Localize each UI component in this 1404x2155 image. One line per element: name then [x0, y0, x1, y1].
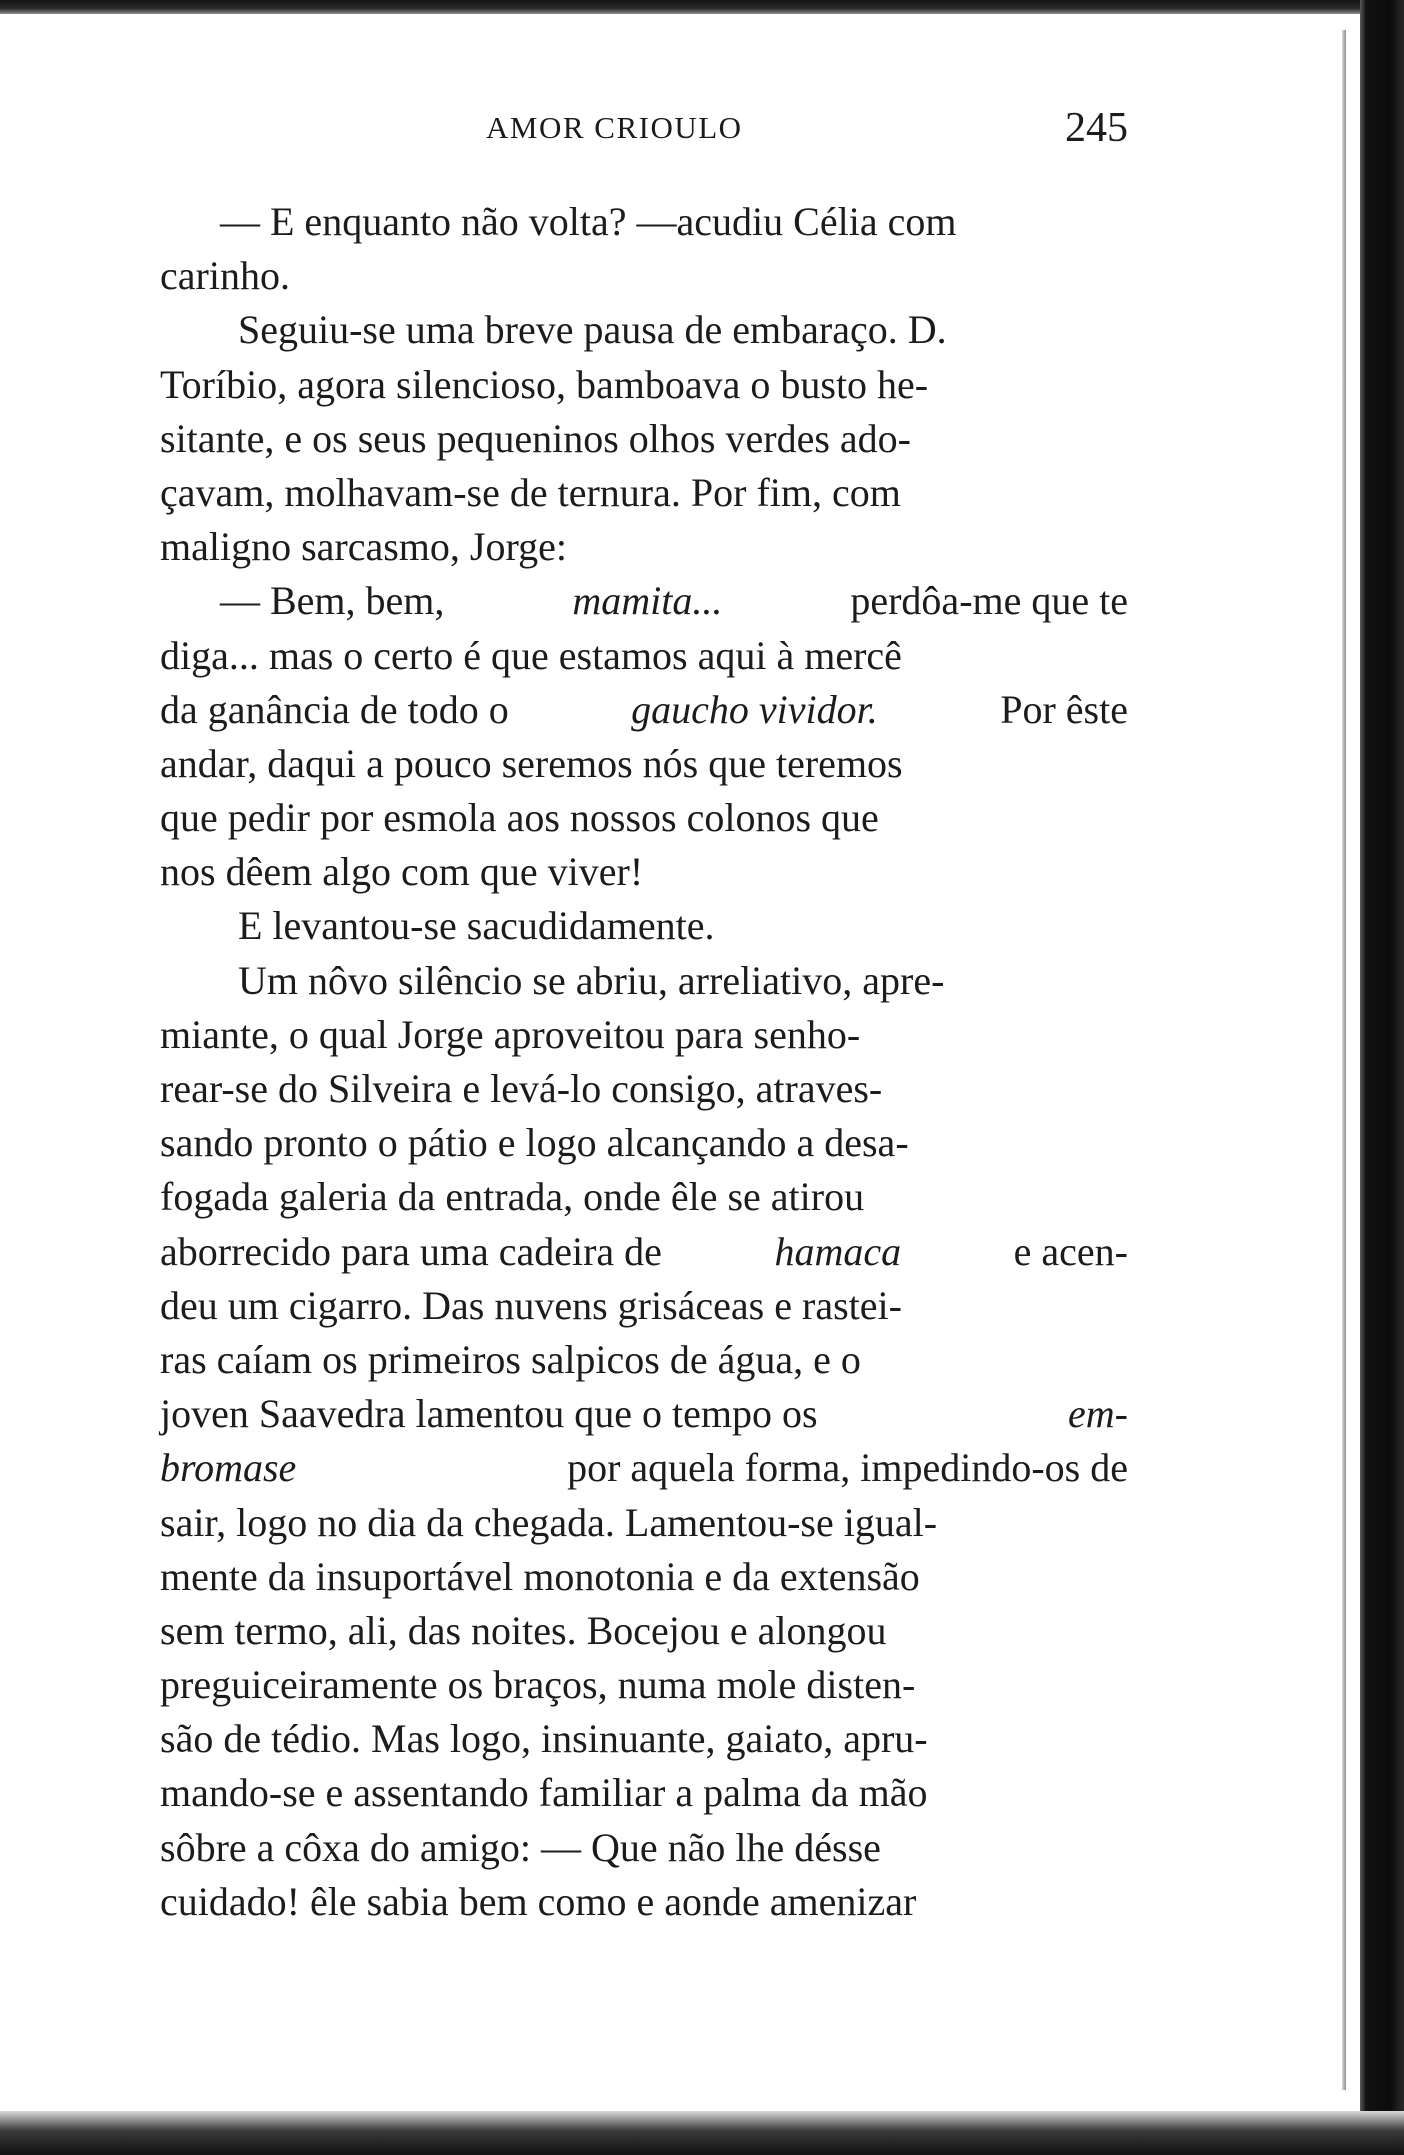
text-line — [160, 1225, 1128, 1279]
text-run: Por êste — [1000, 686, 1128, 732]
page-gutter-shadow — [1342, 30, 1346, 2090]
text-line — [160, 1496, 1128, 1550]
text-run: — Bem, bem, — [220, 578, 445, 624]
text-run: E levantou-se sacudidamente. — [238, 903, 715, 949]
text-line — [160, 249, 1128, 303]
scan-edge-top — [0, 0, 1372, 14]
text-run: carinho. — [160, 253, 290, 299]
text-run: preguiceiramente os braços, numa mole disten- — [160, 1662, 916, 1708]
text-run: joven Saavedra lamentou que o tempo os — [160, 1391, 818, 1437]
text-line — [160, 1008, 1128, 1062]
text-line — [160, 358, 1128, 412]
text-run: aborrecido para uma cadeira de — [160, 1228, 662, 1274]
text-run: çavam, molhavam-se de ternura. Por fim, com — [160, 469, 901, 515]
text-line — [160, 845, 1128, 899]
text-line — [160, 1441, 1128, 1495]
text-line — [160, 791, 1128, 845]
text-run: rear-se do Silveira e levá-lo consigo, atraves- — [160, 1066, 883, 1111]
text-line — [160, 1712, 1128, 1766]
text-line — [160, 1766, 1128, 1820]
text-line — [160, 629, 1128, 683]
text-line — [160, 195, 1128, 249]
text-run: perdôa-me que te — [850, 578, 1128, 624]
text-line — [160, 1116, 1128, 1170]
text-run: Um nôvo silêncio se abriu, arreliativo, apre- — [238, 957, 945, 1003]
text-run: — E enquanto não volta? —acudiu Célia com — [220, 199, 957, 244]
text-run: por aquela forma, impedindo-os de — [567, 1445, 1128, 1491]
text-line — [160, 1170, 1128, 1224]
text-run: ras caíam os primeiros salpicos de água, e o — [160, 1336, 861, 1382]
scan-edge-bottom — [0, 2111, 1404, 2155]
text-line — [160, 1821, 1128, 1875]
text-line — [160, 574, 1128, 628]
text-line — [160, 412, 1128, 466]
text-run: nos dêem algo com que viver! — [160, 849, 644, 895]
text-run: da ganância de todo o — [160, 686, 509, 732]
text-line — [160, 737, 1128, 791]
text-run: diga... mas o certo é que estamos aqui à mercê — [160, 632, 902, 678]
text-line — [160, 899, 1128, 953]
text-run: sôbre a côxa do amigo: — Que não lhe désse — [160, 1824, 881, 1870]
text-run: Seguiu-se uma breve pausa de embaraço. D. — [238, 307, 947, 353]
text-run: sando pronto o pátio e logo alcançando a desa- — [160, 1120, 909, 1166]
text-line — [160, 1062, 1128, 1116]
text-line — [160, 1604, 1128, 1658]
text-line — [160, 1658, 1128, 1712]
text-run: mando-se e assentando familiar a palma da mão — [160, 1770, 928, 1816]
page-number: 245 — [1065, 105, 1128, 151]
text-run: sair, logo no dia da chegada. Lamentou-se igual- — [160, 1499, 938, 1545]
text-run: sitante, e os seus pequeninos olhos verdes ado- — [160, 415, 911, 461]
text-run: e acen- — [1013, 1228, 1128, 1274]
text-line — [160, 1333, 1128, 1387]
text-run: fogada galeria da entrada, onde êle se atirou — [160, 1174, 865, 1220]
text-line — [160, 1387, 1128, 1441]
text-line — [160, 466, 1128, 520]
text-run: sem termo, ali, das noites. Bocejou e alongou — [160, 1607, 887, 1653]
text-run: deu um cigarro. Das nuvens grisáceas e rastei- — [160, 1282, 902, 1328]
page-header — [160, 104, 1128, 164]
text-line — [160, 520, 1128, 574]
scan-edge-right — [1360, 0, 1404, 2155]
text-line — [160, 1875, 1128, 1929]
text-run: cuidado! êle sabia bem como e aonde amenizar — [160, 1878, 917, 1924]
text-line — [160, 303, 1128, 357]
text-run: maligno sarcasmo, Jorge: — [160, 524, 567, 570]
text-line — [160, 1550, 1128, 1604]
text-run: Toríbio, agora silencioso, bamboava o busto he- — [160, 361, 929, 407]
text-run: são de tédio. Mas logo, insinuante, gaiato, apru- — [160, 1716, 928, 1762]
text-line — [160, 954, 1128, 1008]
text-run: miante, o qual Jorge aproveitou para senho- — [160, 1011, 861, 1057]
italic-run: hamaca — [774, 1228, 902, 1274]
body-text — [160, 195, 1128, 1929]
running-title: AMOR CRIOULO — [486, 110, 743, 145]
text-line — [160, 683, 1128, 737]
italic-run: em- — [1068, 1391, 1128, 1437]
italic-run: gaucho vividor. — [631, 686, 878, 732]
text-run: andar, daqui a pouco seremos nós que teremos — [160, 740, 903, 786]
italic-run: bromase — [160, 1445, 297, 1491]
text-run: mente da insuportável monotonia e da extensão — [160, 1553, 920, 1599]
text-run: que pedir por esmola aos nossos colonos que — [160, 795, 879, 841]
italic-run: mamita... — [572, 578, 723, 624]
text-line — [160, 1279, 1128, 1333]
